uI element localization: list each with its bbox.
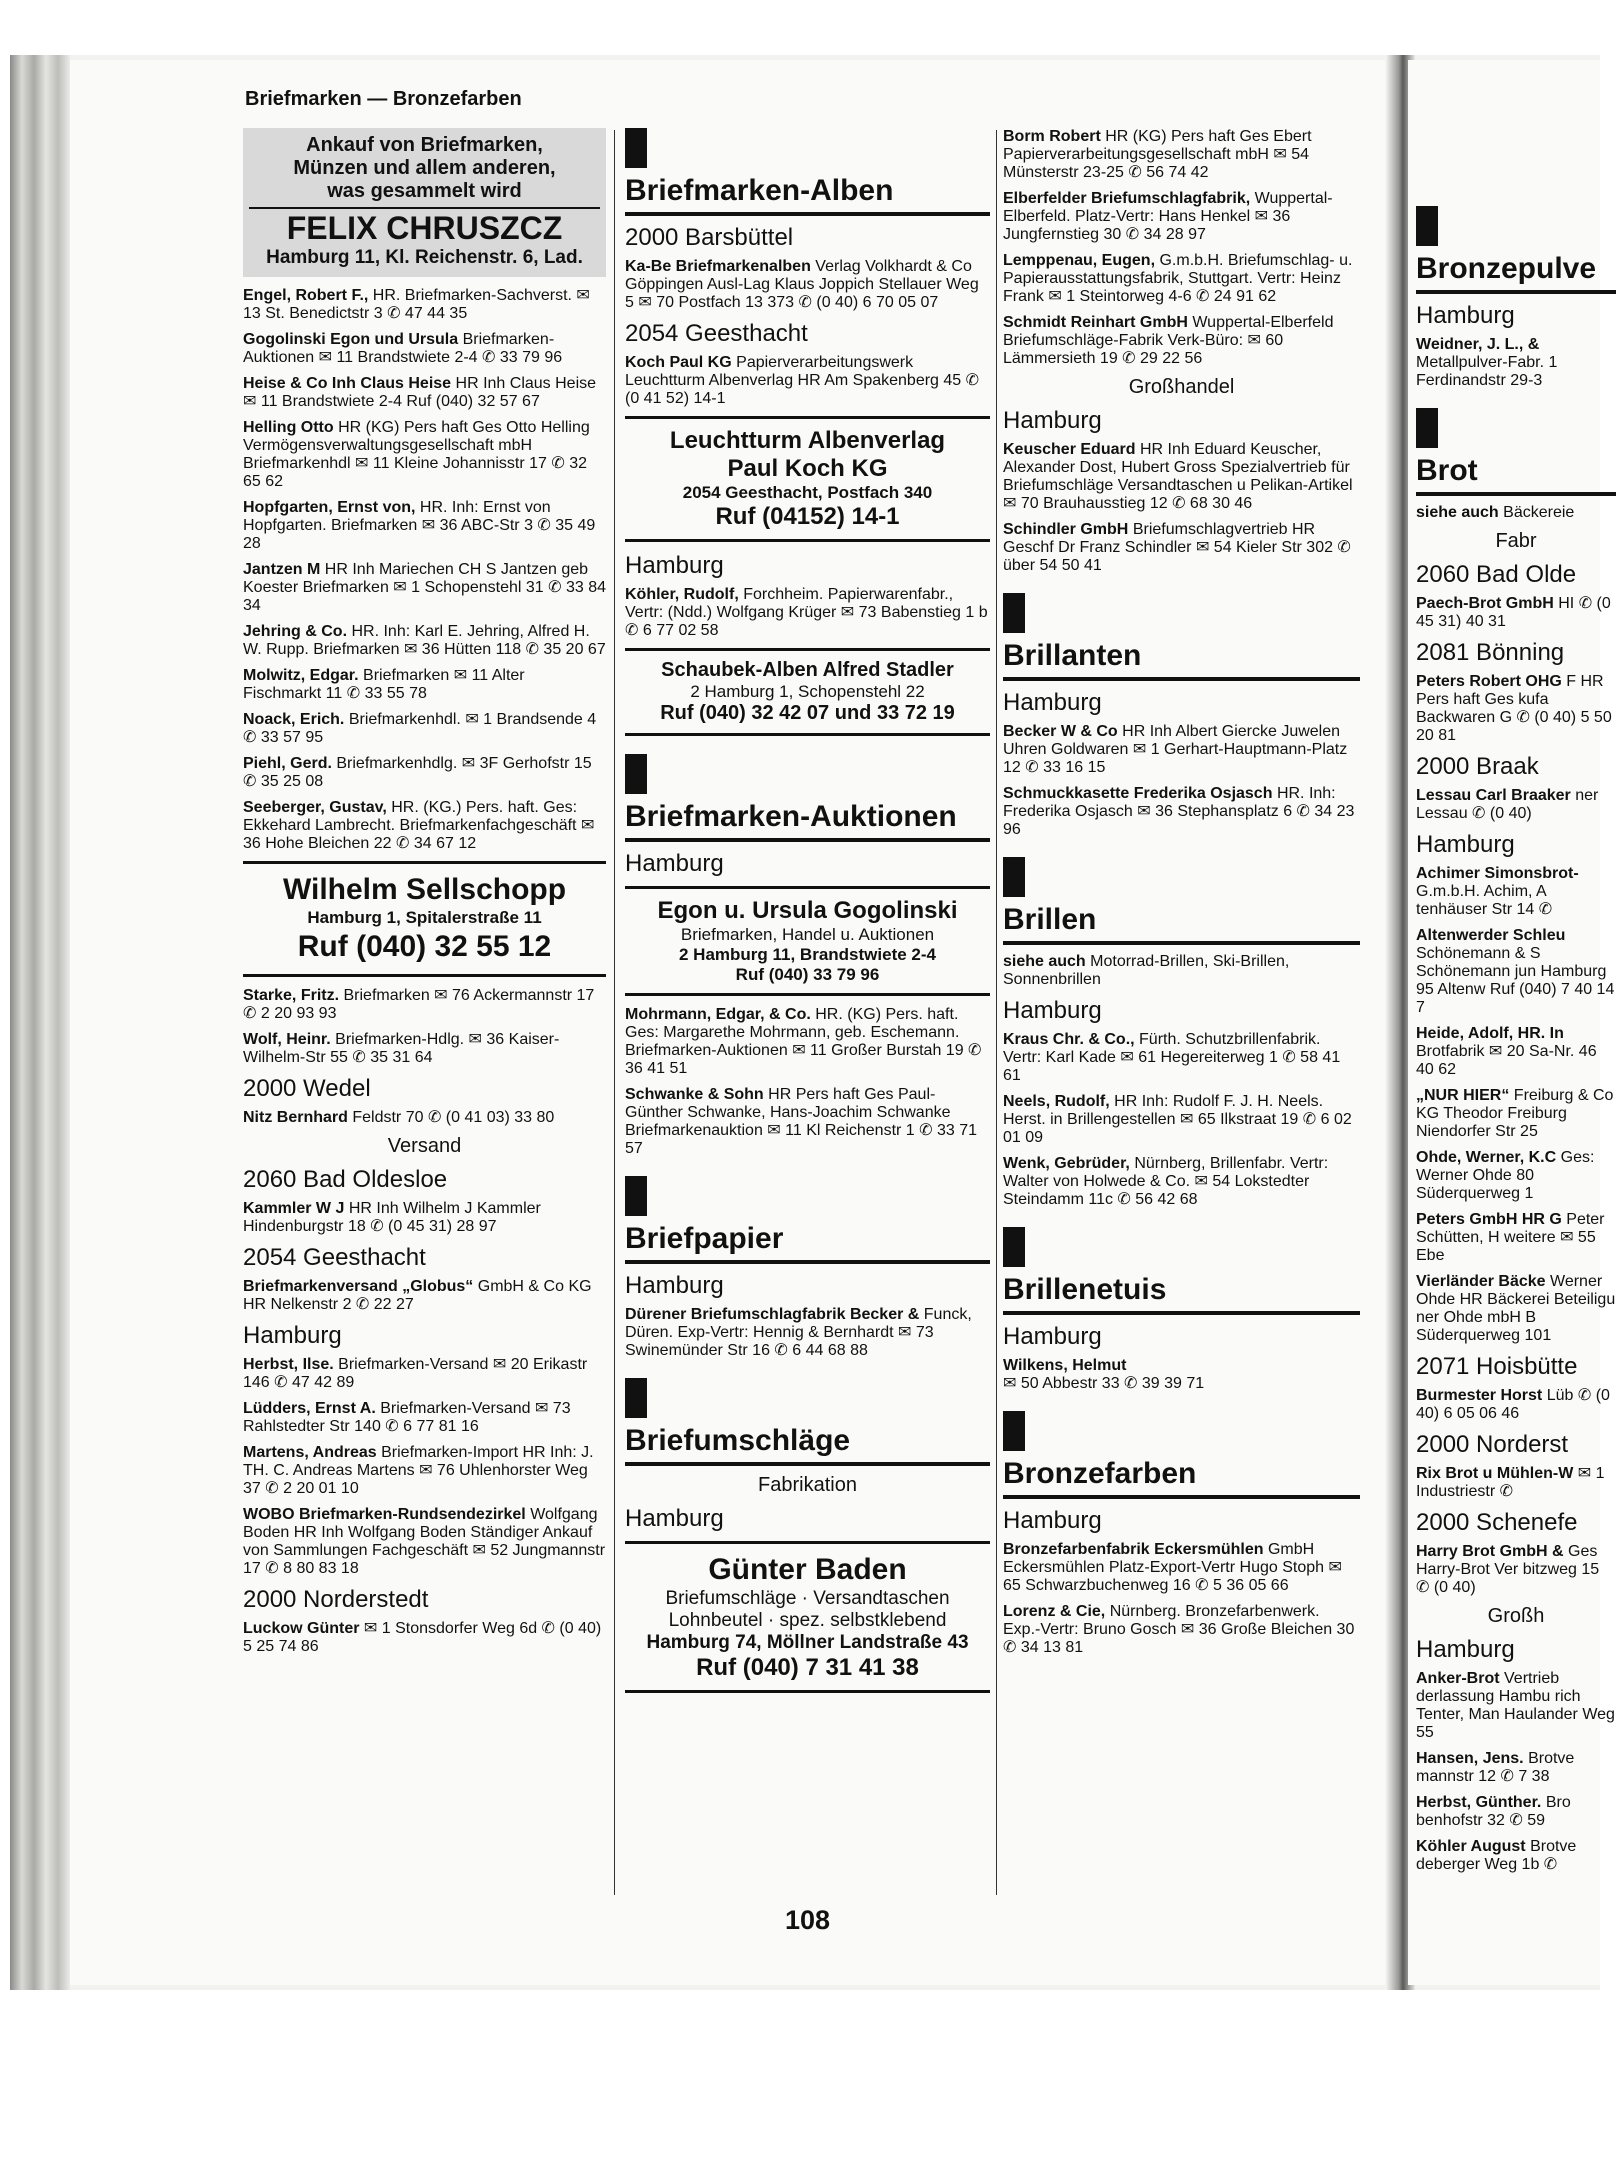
entry-name: Schindler GmbH xyxy=(1003,521,1129,538)
subheading: Fabr xyxy=(1495,530,1537,552)
entry-text: ✉ 1 Industriestr ✆ xyxy=(1416,1465,1605,1500)
listing-entry xyxy=(243,755,606,791)
ad-phone: Ruf (040) 32 55 12 xyxy=(297,930,552,963)
city-heading: 2000 Wedel xyxy=(243,1075,371,1102)
entry-text: G.m.b.H. Achim, A tenhäuser Str 14 ✆ xyxy=(1416,883,1553,918)
city-heading: 2071 Hoisbütte xyxy=(1416,1353,1578,1380)
entry-name: Lemppenau, Eugen, xyxy=(1003,252,1156,269)
entry-name: Ohde, Werner, K.C xyxy=(1416,1149,1557,1166)
city-heading: Hamburg xyxy=(243,1322,342,1349)
entry-name: Kraus Chr. & Co., xyxy=(1003,1031,1135,1048)
ad-line: Ankauf von Briefmarken, xyxy=(306,134,543,156)
listing-entry xyxy=(1003,785,1360,839)
entry-text: Briefmarken-Hdlg. ✉ 36 Kaiser-Wilhelm-Str 55 ✆ 35 31 64 xyxy=(243,1031,560,1066)
entry-name: Wolf, Heinr. xyxy=(243,1031,331,1048)
city-heading: 2000 Norderst xyxy=(1416,1431,1569,1458)
listing-entry xyxy=(1003,1541,1360,1595)
entry-name: Lüdders, Ernst A. xyxy=(243,1400,376,1417)
ad-line: Lohnbeutel · spez. selbstklebend xyxy=(668,1610,947,1631)
entry-text: HR Inh Albert Giercke Juwelen Uhren Goldwaren ✉ 1 Gerhart-Hauptmann-Platz 12 ✆ 33 16 15 xyxy=(1003,723,1348,776)
entry-name: Köhler August xyxy=(1416,1838,1526,1855)
listing-entry xyxy=(243,711,606,747)
entry-text: Wuppertal-Elberfeld. Platz-Vertr: Hans Henkel ✉ 36 Jungfernstieg 30 ✆ 34 28 97 xyxy=(1003,190,1333,243)
entry-text: HR Inh Claus Heise ✉ 11 Brandstwiete 2-4 Ruf (040) 32 57 67 xyxy=(243,375,597,410)
heading-brot xyxy=(1416,408,1616,496)
entry-text: GmbH & Co KG HR Nelkenstr 2 ✆ 22 27 xyxy=(243,1278,592,1313)
entry-list xyxy=(1416,1670,1616,1874)
ad-line: Münzen und allem anderen, xyxy=(293,157,556,179)
entry-text: Nürnberg, Brillenfabr. Vertr: Walter von Holwede & Co. ✉ 54 Lokstedter Steindamm 11c ✆ 56 42 68 xyxy=(1003,1155,1329,1208)
heading-marker xyxy=(1003,1411,1025,1451)
listing-entry xyxy=(1003,1031,1360,1085)
entry-name: Engel, Robert F., xyxy=(243,287,369,304)
ad-name: Wilhelm Sellschopp xyxy=(282,873,567,906)
entry-name: Köhler, Rudolf, xyxy=(625,586,739,603)
entry-name: Schwanke & Sohn xyxy=(625,1086,764,1103)
listing-entry xyxy=(1003,190,1360,244)
listing-entry xyxy=(243,799,606,853)
ad-line: Briefmarken, Handel u. Auktionen xyxy=(680,925,935,944)
listing-entry xyxy=(1003,723,1360,777)
city-heading: Hamburg xyxy=(1003,1507,1102,1534)
entry-text: HI ✆ (0 45 31) 40 31 xyxy=(1416,595,1611,630)
entry-list xyxy=(1003,723,1360,839)
listing-entry xyxy=(243,987,606,1023)
heading-title: Brillenetuis xyxy=(1003,1273,1360,1315)
listing-entry xyxy=(243,1109,606,1127)
entry-name: Neels, Rudolf, xyxy=(1003,1093,1110,1110)
entry-name: Lessau Carl Braaker xyxy=(1416,787,1571,804)
entry-text: Brotve mannstr 12 ✆ 7 38 xyxy=(1416,1750,1575,1785)
heading-brillen xyxy=(1003,857,1360,945)
listing-entry xyxy=(1416,673,1616,745)
page-number: 108 xyxy=(785,1905,831,1935)
ad-line: was gesammelt wird xyxy=(327,180,522,202)
entry-name: Wilkens, Helmut xyxy=(1003,1357,1127,1374)
entry-name: Bronzefarbenfabrik Eckersmühlen xyxy=(1003,1541,1264,1558)
entry-text: Briefumschlagvertrieb HR Geschf Dr Franz Schindler ✉ 54 Kieler Str 302 ✆ über 54 50 41 xyxy=(1003,521,1351,574)
listing-entry xyxy=(1416,336,1616,390)
entry-name: Molwitz, Edgar. xyxy=(243,667,359,684)
entry-name: Luckow Günter xyxy=(243,1620,360,1637)
entry-name: Helling Otto xyxy=(243,419,334,436)
entry-name: Hansen, Jens. xyxy=(1416,1750,1524,1767)
city-heading: Hamburg xyxy=(625,1272,724,1299)
entry-text: ✉ 1 Stonsdorfer Weg 6d ✆ (0 40) 5 25 74 86 xyxy=(243,1620,602,1655)
column-1 xyxy=(243,128,606,1664)
entry-text: HR. Inh: Frederika Osjasch ✉ 36 Stephansplatz 6 ✆ 34 23 96 xyxy=(1003,785,1355,838)
ad-phone: Ruf (040) 33 79 96 xyxy=(735,965,880,984)
see-also xyxy=(1003,953,1360,989)
ad-address: Hamburg 1, Spitalerstraße 11 xyxy=(307,908,542,927)
ad-phone: Ruf (040) 7 31 41 38 xyxy=(696,1654,919,1681)
listing-entry xyxy=(243,1620,606,1656)
listing-entry xyxy=(625,586,990,640)
entry-text: HR (KG) Pers haft Ges Otto Helling Vermögensverwaltungsgesellschaft mbH Briefmarkenhdl ✉ 11 Kleine Johannisstr 17 ✆ 32 65 62 xyxy=(243,419,590,490)
entry-name: Peters Robert OHG xyxy=(1416,673,1562,690)
entry-name: WOBO Briefmarken-Rundsendezirkel xyxy=(243,1506,526,1523)
heading-title: Briefumschläge xyxy=(625,1424,990,1466)
column-2 xyxy=(625,128,990,1703)
entry-text: ✉ 50 Abbestr 33 ✆ 39 39 71 xyxy=(1003,1375,1205,1392)
entry-name: Herbst, Ilse. xyxy=(243,1356,334,1373)
entry-text: HR. (KG) Pers. haft. Ges: Margarethe Mohrmann, geb. Eschemann. Briefmarken-Auktionen ✉ 11 Großer Burstah 19 ✆ 36 41 51 xyxy=(625,1006,982,1077)
entry-name: Burmester Horst xyxy=(1416,1387,1543,1404)
city-heading: Hamburg xyxy=(1416,831,1515,858)
entry-name: Hopfgarten, Ernst von, xyxy=(243,499,416,516)
entry-name: Paech-Brot GmbH xyxy=(1416,595,1554,612)
entry-text: Funck, Düren. Exp-Vertr: Hennig & Bernhardt ✉ 73 Swinemünder Str 16 ✆ 6 44 68 88 xyxy=(625,1306,972,1359)
entry-text: Briefmarkenhdl. ✉ 1 Brandsende 4 ✆ 33 57 95 xyxy=(243,711,597,746)
listing-entry xyxy=(243,1356,606,1392)
city-heading: Hamburg xyxy=(625,850,724,877)
entry-text: HR Inh: Rudolf F. J. H. Neels. Herst. in Brillengestellen ✉ 65 Ilkstraat 19 ✆ 6 02 01 09 xyxy=(1003,1093,1352,1146)
entry-text: Briefmarken ✉ 76 Ackermannstr 17 ✆ 2 20 93 93 xyxy=(243,987,595,1022)
entry-name: Briefmarkenversand „Globus“ xyxy=(243,1278,474,1295)
entry-name: Becker W & Co xyxy=(1003,723,1118,740)
listing-entry xyxy=(243,1200,606,1236)
entry-name: „NUR HIER“ xyxy=(1416,1087,1510,1104)
entry-name: Elberfelder Briefumschlagfabrik, xyxy=(1003,190,1251,207)
listing-entry xyxy=(625,1086,990,1158)
entry-name: Harry Brot GmbH & xyxy=(1416,1543,1564,1560)
heading-marker xyxy=(625,1378,647,1418)
entry-name: Herbst, Günther. xyxy=(1416,1794,1542,1811)
listing-entry xyxy=(243,1278,606,1314)
listing-entry xyxy=(1416,1838,1616,1874)
city-heading: Hamburg xyxy=(1003,407,1102,434)
entry-text: F HR Pers haft Ges kufa Backwaren G ✆ (0 40) 5 50 20 81 xyxy=(1416,673,1612,744)
listing-entry xyxy=(243,667,606,703)
listing-entry xyxy=(243,1444,606,1498)
heading-title: Briefmarken-Auktionen xyxy=(625,800,990,842)
heading-briefmarken-alben xyxy=(625,128,990,216)
entry-name: Koch Paul KG xyxy=(625,354,732,371)
entry-list xyxy=(243,987,606,1067)
ad-address: Hamburg 74, Möllner Landstraße 43 xyxy=(646,1632,969,1653)
entry-list xyxy=(1416,865,1616,1345)
entry-name: Weidner, J. L., & xyxy=(1416,336,1540,353)
ad-sellschopp xyxy=(243,861,606,977)
listing-entry xyxy=(1416,1387,1616,1423)
heading-bronzefarben xyxy=(1003,1411,1360,1499)
see-also xyxy=(1416,504,1616,522)
listing-entry xyxy=(243,331,606,367)
heading-title: Briefpapier xyxy=(625,1222,990,1264)
listing-entry xyxy=(1416,787,1616,823)
listing-entry xyxy=(625,354,990,408)
listing-entry xyxy=(1416,1465,1616,1501)
entry-text: Briefmarken ✉ 11 Alter Fischmarkt 11 ✆ 33 55 78 xyxy=(243,667,525,702)
entry-list xyxy=(243,287,606,853)
city-heading: 2000 Barsbüttel xyxy=(625,224,794,251)
see-also-lead: siehe auch xyxy=(1416,504,1499,521)
entry-name: Heise & Co Inh Claus Heise xyxy=(243,375,452,392)
ad-name: FELIX CHRUSZCZ xyxy=(249,207,600,247)
ad-phone: Ruf (04152) 14-1 xyxy=(715,503,900,530)
next-page xyxy=(1408,60,1616,1985)
entry-name: Jehring & Co. xyxy=(243,623,348,640)
entry-text: HR. Inh: Karl E. Jehring, Alfred H. W. Rupp. Briefmarken ✉ 36 Hütten 118 ✆ 35 20 67 xyxy=(243,623,606,658)
ad-name: Leuchtturm Albenverlag xyxy=(669,427,946,454)
entry-list xyxy=(625,1006,990,1158)
heading-title: Brot xyxy=(1416,454,1616,496)
ad-address: 2 Hamburg 11, Brandstwiete 2-4 xyxy=(679,945,936,964)
entry-list xyxy=(1003,128,1360,368)
ad-name: Schaubek-Alben Alfred Stadler xyxy=(661,659,954,681)
entry-name: Schmidt Reinhart GmbH xyxy=(1003,314,1188,331)
entry-text: HR Inh Wilhelm J Kammler Hindenburgstr 18 ✆ (0 45 31) 28 97 xyxy=(243,1200,541,1235)
entry-list xyxy=(1003,1541,1360,1657)
heading-marker xyxy=(1416,408,1438,448)
listing-entry xyxy=(243,561,606,615)
entry-text: Briefmarken-Versand ✉ 73 Rahlstedter Str 140 ✆ 6 77 81 16 xyxy=(243,1400,571,1435)
entry-text: HR. Inh: Ernst von Hopfgarten. Briefmarken ✉ 36 ABC-Str 3 ✆ 35 49 28 xyxy=(243,499,596,552)
city-heading: 2000 Braak xyxy=(1416,753,1539,780)
ad-address: 2 Hamburg 1, Schopenstehl 22 xyxy=(690,682,925,701)
heading-briefpapier xyxy=(625,1176,990,1264)
entry-text: ner Lessau ✆ (0 40) xyxy=(1416,787,1599,822)
entry-text: Briefmarken-Import HR Inh: J. TH. C. Andreas Martens ✉ 76 Uhlenhorster Weg 37 ✆ 2 20 01 10 xyxy=(243,1444,594,1497)
listing-entry xyxy=(243,287,606,323)
entry-name: Jantzen M xyxy=(243,561,321,578)
entry-name: Gogolinski Egon und Ursula xyxy=(243,331,459,348)
city-heading: Hamburg xyxy=(1416,1636,1515,1663)
entry-name: Anker-Brot xyxy=(1416,1670,1500,1687)
entry-text: HR Inh Mariechen CH S Jantzen geb Koester Briefmarken ✉ 1 Schopenstehl 31 ✆ 33 84 34 xyxy=(243,561,607,614)
entry-list xyxy=(1003,1031,1360,1209)
ad-name: Günter Baden xyxy=(708,1553,907,1586)
listing-entry xyxy=(1416,927,1616,1017)
entry-name: Lorenz & Cie, xyxy=(1003,1603,1106,1620)
entry-name: Rix Brot u Mühlen-W xyxy=(1416,1465,1574,1482)
entry-text: HR (KG) Pers haft Ges Ebert Papierverarbeitungsgesellschaft mbH ✉ 54 Münsterstr 23-25 ✆ 56 74 42 xyxy=(1003,128,1312,181)
entry-list xyxy=(243,1356,606,1578)
ad-address: Hamburg 11, Kl. Reichenstr. 6, Lad. xyxy=(266,247,583,268)
entry-name: Martens, Andreas xyxy=(243,1444,377,1461)
listing-entry xyxy=(1416,1750,1616,1786)
heading-briefumschlaege xyxy=(625,1378,990,1466)
city-heading: 2060 Bad Oldesloe xyxy=(243,1166,448,1193)
subheading: Fabrikation xyxy=(758,1474,857,1496)
listing-entry xyxy=(243,419,606,491)
entry-text: Brotve deberger Weg 1b ✆ xyxy=(1416,1838,1577,1873)
entry-name: Borm Robert xyxy=(1003,128,1101,145)
city-heading: 2081 Bönning xyxy=(1416,639,1565,666)
listing-entry xyxy=(1003,441,1360,513)
entry-name: Peters GmbH HR G xyxy=(1416,1211,1562,1228)
ad-address: 2054 Geesthacht, Postfach 340 xyxy=(682,483,933,502)
listing-entry xyxy=(1003,128,1360,182)
heading-marker xyxy=(625,128,647,168)
ad-name: Egon u. Ursula Gogolinski xyxy=(657,897,958,924)
heading-title: Brillanten xyxy=(1003,639,1360,681)
column-3 xyxy=(1003,128,1360,1665)
entry-text: HR Inh Eduard Keuscher, Alexander Dost, Hubert Gross Spezialvertrieb für Briefumschläge Versandtaschen u Pelikan-Artikel ✉ 70 Brauhausstieg 12 ✆ 68 30 46 xyxy=(1003,441,1353,512)
entry-text: Verlag Volkhardt & Co Göppingen Ausl-Lag Klaus Joppich Stellauer Weg 5 ✉ 70 Postfach 13 373 ✆ (0 40) 6 70 05 07 xyxy=(625,258,979,311)
ad-gogolinski xyxy=(625,886,990,996)
entry-name: Schmuckkasette Frederika Osjasch xyxy=(1003,785,1273,802)
entry-name: Keuscher Eduard xyxy=(1003,441,1136,458)
heading-marker xyxy=(1003,593,1025,633)
entry-text: Peter Schütten, H weitere ✉ 55 Ebe xyxy=(1416,1211,1605,1264)
listing-entry xyxy=(1003,252,1360,306)
listing-entry xyxy=(1416,1273,1616,1345)
entry-name: Achimer Simonsbrot- xyxy=(1416,865,1579,882)
ad-line: Briefumschläge · Versandtaschen xyxy=(665,1588,950,1609)
listing-entry xyxy=(243,1400,606,1436)
listing-entry xyxy=(1416,1087,1616,1141)
city-heading: 2054 Geesthacht xyxy=(243,1244,426,1271)
listing-entry xyxy=(625,258,990,312)
listing-entry xyxy=(243,1506,606,1578)
book-spine xyxy=(10,55,70,1990)
heading-marker xyxy=(625,754,647,794)
ad-schaubek xyxy=(625,648,990,736)
entry-text: Freiburg & Co KG Theodor Freiburg Niendorfer Str 25 xyxy=(1416,1087,1614,1140)
entry-text: Brotfabrik ✉ 20 Sa-Nr. 46 40 62 xyxy=(1416,1043,1597,1078)
entry-text: Nürnberg. Bronzefarbenwerk. Exp.-Vertr: Bruno Gosch ✉ 36 Große Bleichen 30 ✆ 34 13 81 xyxy=(1003,1603,1355,1656)
entry-text: Briefmarken-Versand ✉ 20 Erikastr 146 ✆ 47 42 89 xyxy=(243,1356,588,1391)
subheading: Großhandel xyxy=(1128,376,1235,398)
entry-name: Starke, Fritz. xyxy=(243,987,340,1004)
listing-entry xyxy=(1003,1603,1360,1657)
ad-guenter-baden xyxy=(625,1541,990,1693)
listing-entry xyxy=(1003,1093,1360,1147)
entry-text: Forchheim. Papierwarenfabr., Vertr: (Ndd.) Wolfgang Krüger ✉ 73 Babenstieg 1 b ✆ 6 77 02 58 xyxy=(625,586,988,639)
heading-title: Brillen xyxy=(1003,903,1360,945)
entry-name: Altenwerder Schleu xyxy=(1416,927,1566,944)
city-heading: 2000 Norderstedt xyxy=(243,1586,429,1613)
listing-entry xyxy=(625,1306,990,1360)
entry-text: Ges: Werner Ohde 80 Süderquerweg 1 xyxy=(1416,1149,1595,1202)
heading-marker xyxy=(1003,857,1025,897)
heading-title: Bronzefarben xyxy=(1003,1457,1360,1499)
heading-brillenetuis xyxy=(1003,1227,1360,1315)
city-heading: 2060 Bad Olde xyxy=(1416,561,1577,588)
city-heading: 2000 Schenefe xyxy=(1416,1509,1578,1536)
entry-name: Noack, Erich. xyxy=(243,711,345,728)
heading-briefmarken-auktionen xyxy=(625,754,990,842)
city-heading: Hamburg xyxy=(1416,302,1515,329)
entry-text: Briefmarkenhdlg. ✉ 3F Gerhofstr 15 ✆ 35 25 08 xyxy=(243,755,592,790)
listing-entry xyxy=(243,623,606,659)
ad-felix-chruszcz xyxy=(243,128,606,277)
entry-text: Vertrieb derlassung Hambu rich Tenter, Man Haulander Weg 55 xyxy=(1416,1670,1615,1741)
listing-entry xyxy=(625,1006,990,1078)
listing-entry xyxy=(1416,1670,1616,1742)
entry-text: HR Pers haft Ges Paul-Günther Schwanke, Hans-Joachim Schwanke Briefmarkenauktion ✉ 11 Kl Reichenstr 1 ✆ 33 71 57 xyxy=(625,1086,978,1157)
listing-entry xyxy=(243,1031,606,1067)
city-heading: Hamburg xyxy=(1003,689,1102,716)
entry-name: Mohrmann, Edgar, & Co. xyxy=(625,1006,811,1023)
city-heading: Hamburg xyxy=(625,1505,724,1532)
heading-marker xyxy=(1416,206,1438,246)
ad-name: Paul Koch KG xyxy=(727,455,888,482)
entry-name: Ka-Be Briefmarkenalben xyxy=(625,258,811,275)
city-heading: 2054 Geesthacht xyxy=(625,320,808,347)
entry-text: Lüb ✆ (0 40) 6 05 06 46 xyxy=(1416,1387,1610,1422)
entry-text: HR. (KG.) Pers. haft. Ges: Ekkehard Lambrecht. Briefmarkenfachgeschäft ✉ 36 Hohe Bleichen 22 ✆ 34 67 12 xyxy=(243,799,595,852)
entry-text: G.m.b.H. Briefumschlag- u. Papierausstattungsfabrik, Stuttgart. Vertr: Heinz Frank ✉ 1 Steintorweg 4-6 ✆ 24 91 62 xyxy=(1003,252,1353,305)
entry-list xyxy=(1003,441,1360,575)
entry-text: Metallpulver-Fabr. 1 Ferdinandstr 29-3 xyxy=(1416,354,1558,389)
entry-text: HR. Briefmarken-Sachverst. ✉ 13 St. Benedictstr 3 ✆ 47 44 35 xyxy=(243,287,590,322)
column-rule xyxy=(996,130,997,1895)
entry-text: Ges Harry-Brot Ver bitzweg 15 ✆ (0 40) xyxy=(1416,1543,1600,1596)
listing-entry xyxy=(1416,1025,1616,1079)
entry-name: Heide, Adolf, HR. In xyxy=(1416,1025,1564,1042)
entry-name: Dürener Briefumschlagfabrik Becker & xyxy=(625,1306,920,1323)
entry-text: Papierverarbeitungswerk Leuchtturm Albenverlag HR Am Spakenberg 45 ✆ (0 41 52) 14-1 xyxy=(625,354,980,407)
city-heading: Hamburg xyxy=(1003,997,1102,1024)
see-also-text: Motorrad-Brillen, Ski-Brillen, Sonnenbrillen xyxy=(1003,953,1290,988)
heading-marker xyxy=(625,1176,647,1216)
listing-entry xyxy=(1003,1155,1360,1209)
entry-text: Werner Ohde HR Bäckerei Beteiligu ner Ohde mbH B Süderquerweg 101 xyxy=(1416,1273,1616,1344)
entry-text: Schönemann & S Schönemann jun Hamburg 95 Altenw Ruf (040) 7 40 14 7 xyxy=(1416,945,1615,1016)
entry-name: Vierländer Bäcke xyxy=(1416,1273,1546,1290)
entry-text: Feldstr 70 ✆ (0 41 03) 33 80 xyxy=(352,1109,555,1126)
listing-entry xyxy=(1003,521,1360,575)
entry-name: Wenk, Gebrüder, xyxy=(1003,1155,1130,1172)
entry-text: GmbH Eckersmühlen Platz-Export-Vertr Hugo Stoph ✉ 65 Schwarzbuchenweg 16 ✆ 5 36 05 66 xyxy=(1003,1541,1342,1594)
listing-entry xyxy=(1416,1211,1616,1265)
subheading: Versand xyxy=(387,1135,462,1157)
heading-title: Briefmarken-Alben xyxy=(625,174,990,216)
ad-phone: Ruf (040) 32 42 07 und 33 72 19 xyxy=(660,702,955,724)
heading-brillanten xyxy=(1003,593,1360,681)
listing-entry xyxy=(1416,1794,1616,1830)
listing-entry xyxy=(1003,1357,1360,1393)
ad-leuchtturm xyxy=(625,416,990,542)
city-heading: Hamburg xyxy=(625,552,724,579)
entry-text: Wolfgang Boden HR Inh Wolfgang Boden Ständiger Ankauf von Sammlungen Fachgeschäft ✉ 52 Jungmannstr 17 ✆ 8 80 83 18 xyxy=(243,1506,606,1577)
entry-name: Nitz Bernhard xyxy=(243,1109,348,1126)
heading-bronzepulver xyxy=(1416,206,1616,294)
column-4 xyxy=(1416,188,1616,1882)
entry-name: Kammler W J xyxy=(243,1200,345,1217)
entry-name: Piehl, Gerd. xyxy=(243,755,332,772)
entry-name: Seeberger, Gustav, xyxy=(243,799,387,816)
subheading: Großh xyxy=(1487,1605,1545,1627)
listing-entry xyxy=(243,375,606,411)
entry-text: Briefmarken-Auktionen ✉ 11 Brandstwiete 2-4 ✆ 33 79 96 xyxy=(243,331,563,366)
see-also-text: Bäckereie xyxy=(1503,504,1575,521)
entry-text: Wuppertal-Elberfeld Briefumschläge-Fabrik Verk-Büro: ✉ 60 Lämmersieth 19 ✆ 29 22 56 xyxy=(1003,314,1334,367)
entry-text: Fürth. Schutzbrillenfabrik. Vertr: Karl Kade ✉ 61 Hegereiterweg 1 ✆ 58 41 61 xyxy=(1003,1031,1341,1084)
column-rule xyxy=(614,130,615,1895)
city-heading: Hamburg xyxy=(1003,1323,1102,1350)
entry-text: Bro benhofstr 32 ✆ 59 xyxy=(1416,1794,1571,1829)
listing-entry xyxy=(1416,595,1616,631)
running-head: Briefmarken — Bronzefarben xyxy=(245,88,522,110)
see-also-lead: siehe auch xyxy=(1003,953,1086,970)
listing-entry xyxy=(1416,1149,1616,1203)
heading-marker xyxy=(1003,1227,1025,1267)
listing-entry xyxy=(1416,865,1616,919)
listing-entry xyxy=(1416,1543,1616,1597)
heading-title: Bronzepulve xyxy=(1416,252,1616,294)
listing-entry xyxy=(243,499,606,553)
listing-entry xyxy=(1003,314,1360,368)
